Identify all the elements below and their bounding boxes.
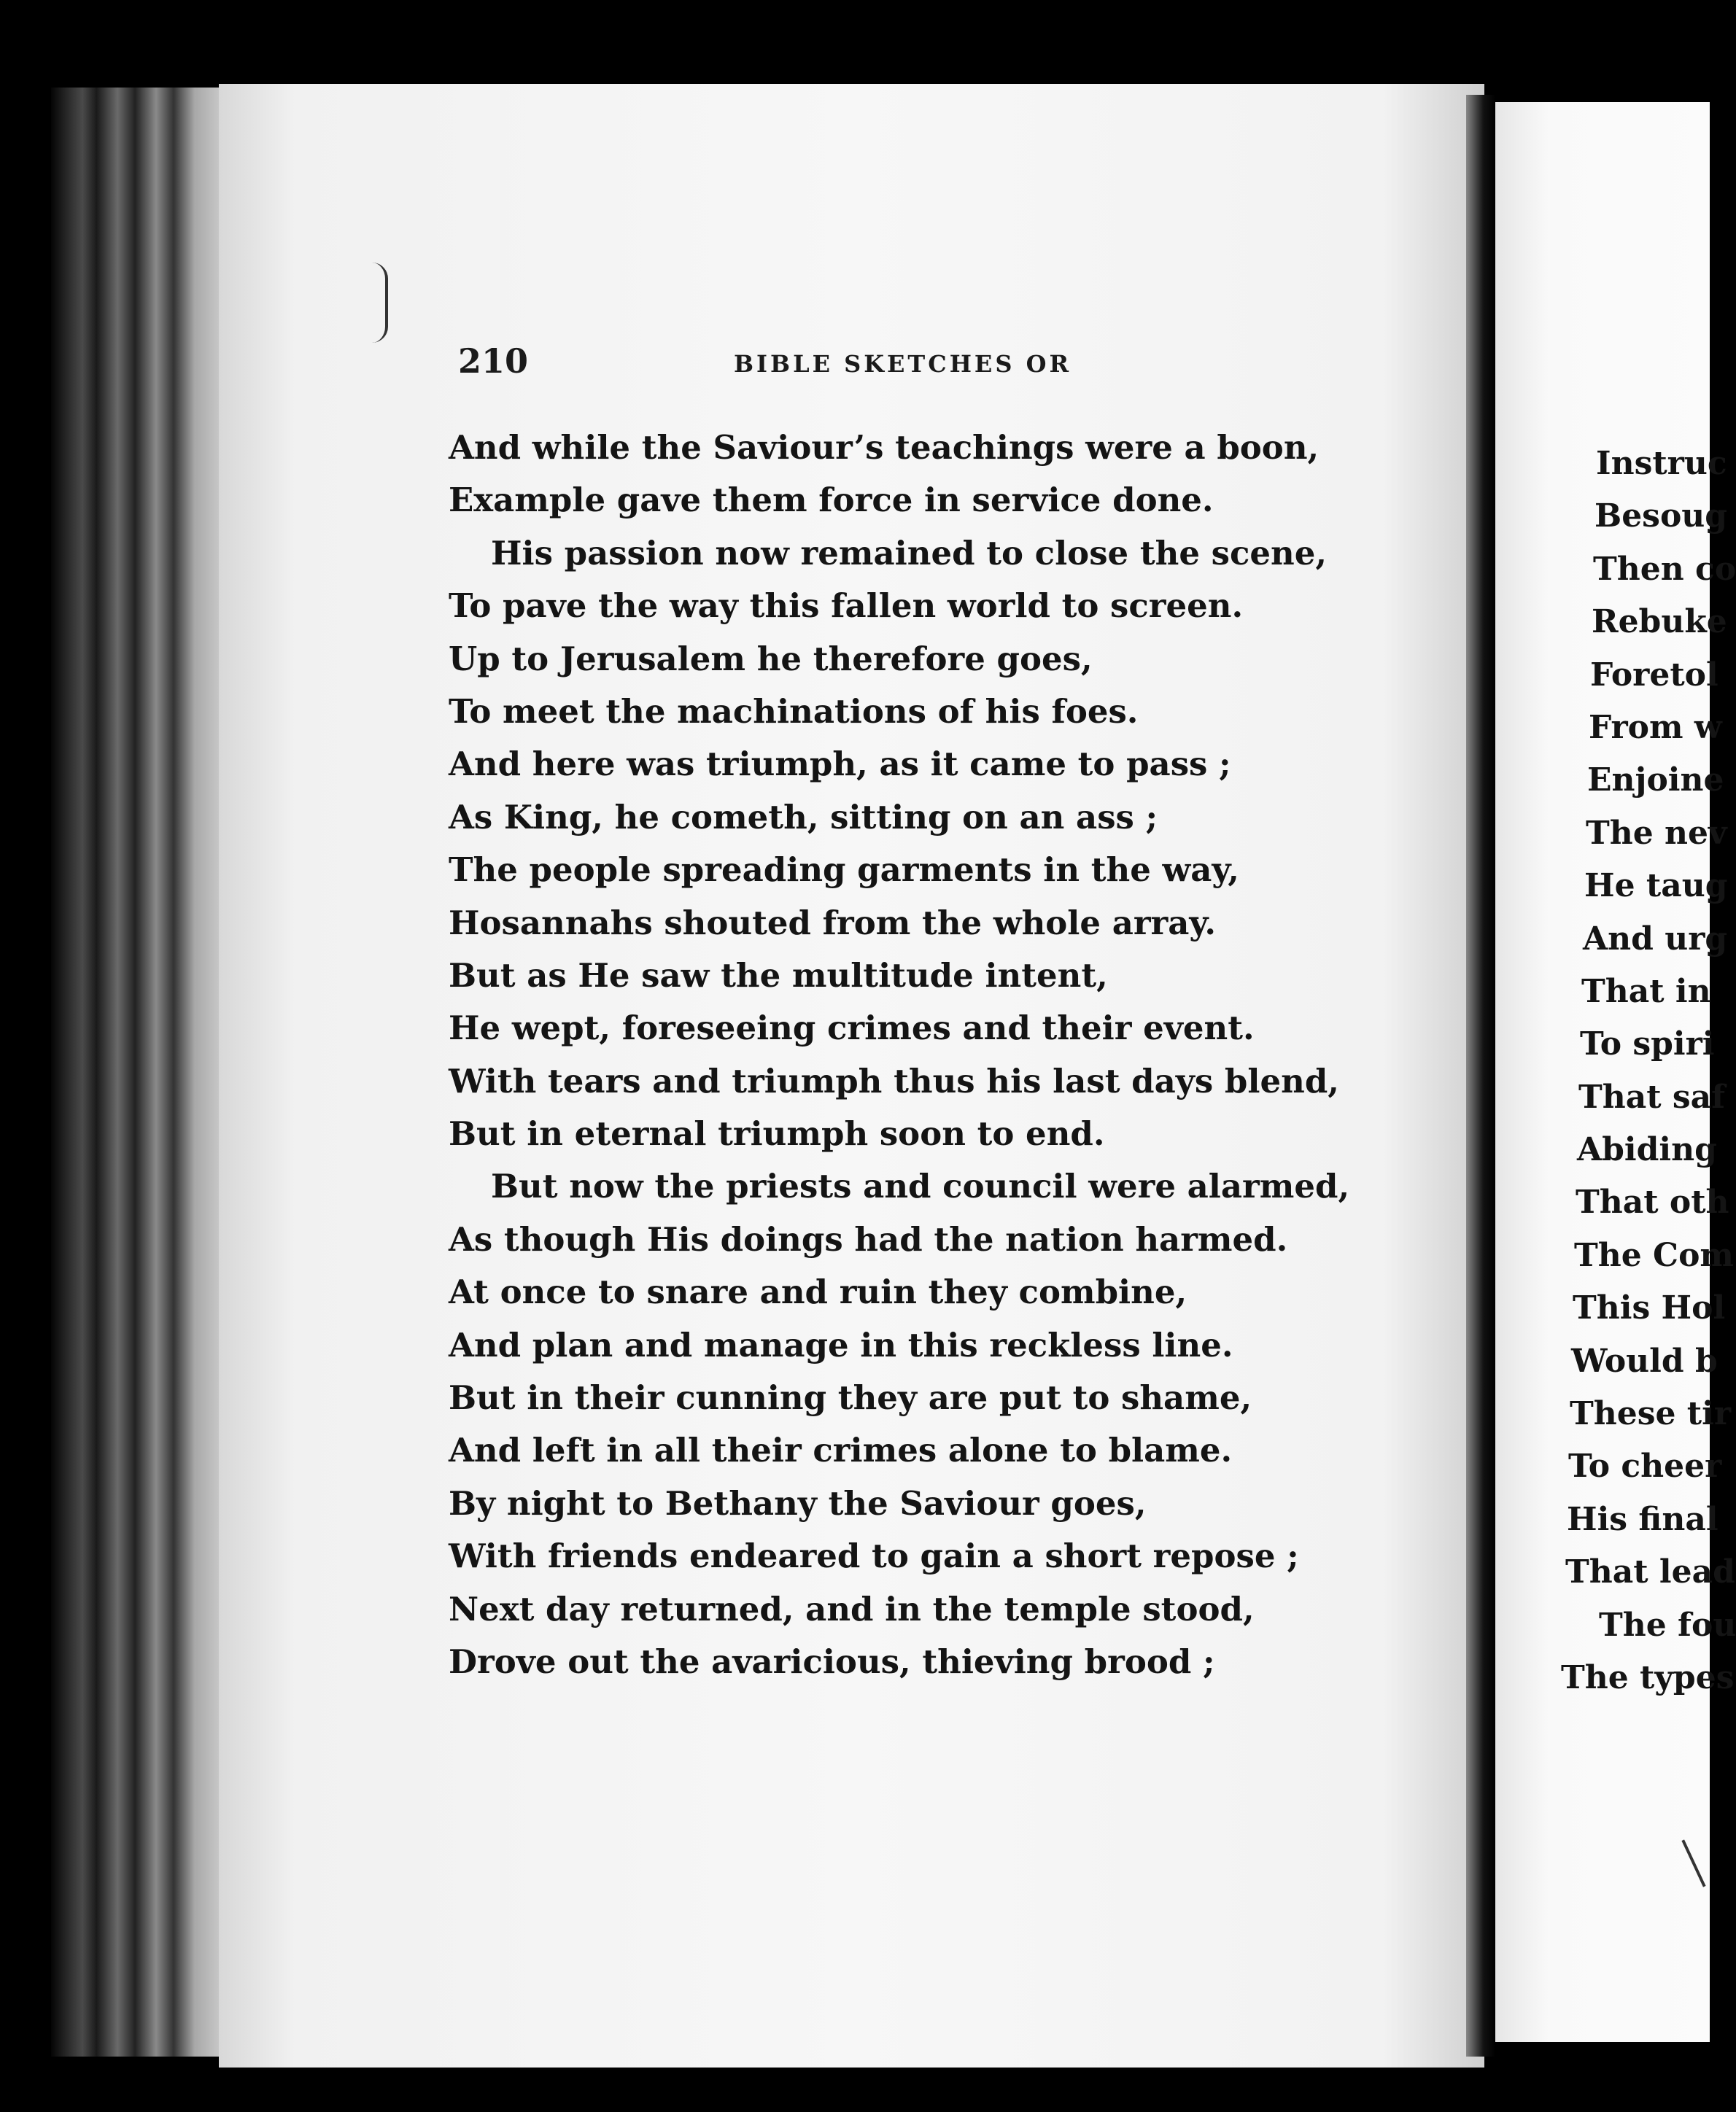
poem-line: And here was triumph, as it came to pass ; [449, 745, 1231, 784]
right-page-line: Then co [1593, 550, 1736, 588]
poem-line: But as He saw the multitude intent, [449, 955, 1108, 995]
poem-line: By night to Bethany the Saviour goes, [449, 1483, 1147, 1523]
right-page-line: That saf [1578, 1078, 1726, 1116]
poem-line: But in eternal triumph soon to end. [449, 1114, 1105, 1154]
poem-line: Hosannahs shouted from the whole array. [449, 903, 1217, 942]
right-page-line: That oth [1576, 1184, 1729, 1222]
poem-line: As though His doings had the nation harmed. [449, 1219, 1288, 1259]
right-page-line: Abiding [1577, 1131, 1717, 1169]
poem-line: Up to Jerusalem he therefore goes, [449, 639, 1093, 678]
poem-line: Drove out the avaricious, thieving brood ; [449, 1642, 1215, 1681]
right-page-line: Enjoine [1587, 761, 1724, 799]
right-page-line: That lead [1565, 1553, 1735, 1591]
right-page-line: These tir [1570, 1395, 1732, 1433]
poem-line: To meet the machinations of his foes. [449, 691, 1139, 731]
right-page-line: Foretol [1590, 656, 1718, 694]
margin-bracket-mark [372, 263, 388, 343]
right-page-line: To spiri [1580, 1025, 1715, 1063]
right-page-line: The types [1561, 1658, 1735, 1696]
right-page-text [1561, 438, 1736, 1704]
right-page-line: He taug [1584, 867, 1728, 905]
poem-line: But in their cunning they are put to shame, [449, 1378, 1252, 1418]
poem-line: With tears and triumph thus his last days blend, [449, 1061, 1339, 1100]
right-page-line: That in [1581, 972, 1711, 1010]
right-page-line: Rebuke [1592, 603, 1727, 641]
right-page-line: To cheer [1568, 1448, 1722, 1486]
poem-text [449, 422, 1350, 1688]
poem-line: As King, he cometh, sitting on an ass ; [449, 797, 1158, 836]
right-page-line: This Hol [1573, 1289, 1726, 1327]
right-page-line: His final [1567, 1500, 1718, 1538]
right-page-line: The Com [1574, 1236, 1734, 1274]
poem-line: And while the Saviour’s teachings were a boon, [449, 428, 1320, 467]
poem-line: The people spreading garments in the way, [449, 850, 1239, 890]
poem-line: Example gave them force in service done. [449, 481, 1214, 520]
right-page-line: The fou [1599, 1606, 1736, 1644]
book-gutter [1466, 95, 1495, 2057]
right-page-line: And urg [1583, 920, 1728, 958]
running-head: BIBLE SKETCHES OR [734, 350, 1072, 378]
poem-line: But now the priests and council were alarmed, [491, 1167, 1350, 1206]
page-header [458, 341, 1260, 385]
poem-line: His passion now remained to close the scene, [491, 533, 1328, 572]
poem-line: And left in all their crimes alone to blame. [449, 1431, 1233, 1470]
right-page-line: Instruc [1596, 445, 1727, 482]
right-page-line: Besoug [1594, 497, 1728, 535]
poem-line: With friends endeared to gain a short repose ; [449, 1537, 1299, 1576]
right-page-line: Would b [1571, 1342, 1718, 1380]
poem-line: He wept, foreseeing crimes and their event. [449, 1009, 1255, 1048]
right-page-line: The nev [1586, 814, 1727, 852]
page-number: 210 [458, 341, 529, 381]
poem-line: At once to snare and ruin they combine, [449, 1273, 1187, 1312]
page-edges [51, 88, 226, 2057]
poem-line: Next day returned, and in the temple stood, [449, 1589, 1255, 1628]
right-page-line: From w [1589, 708, 1722, 746]
poem-line: And plan and manage in this reckless line. [449, 1325, 1233, 1364]
poem-line: To pave the way this fallen world to screen. [449, 586, 1244, 626]
